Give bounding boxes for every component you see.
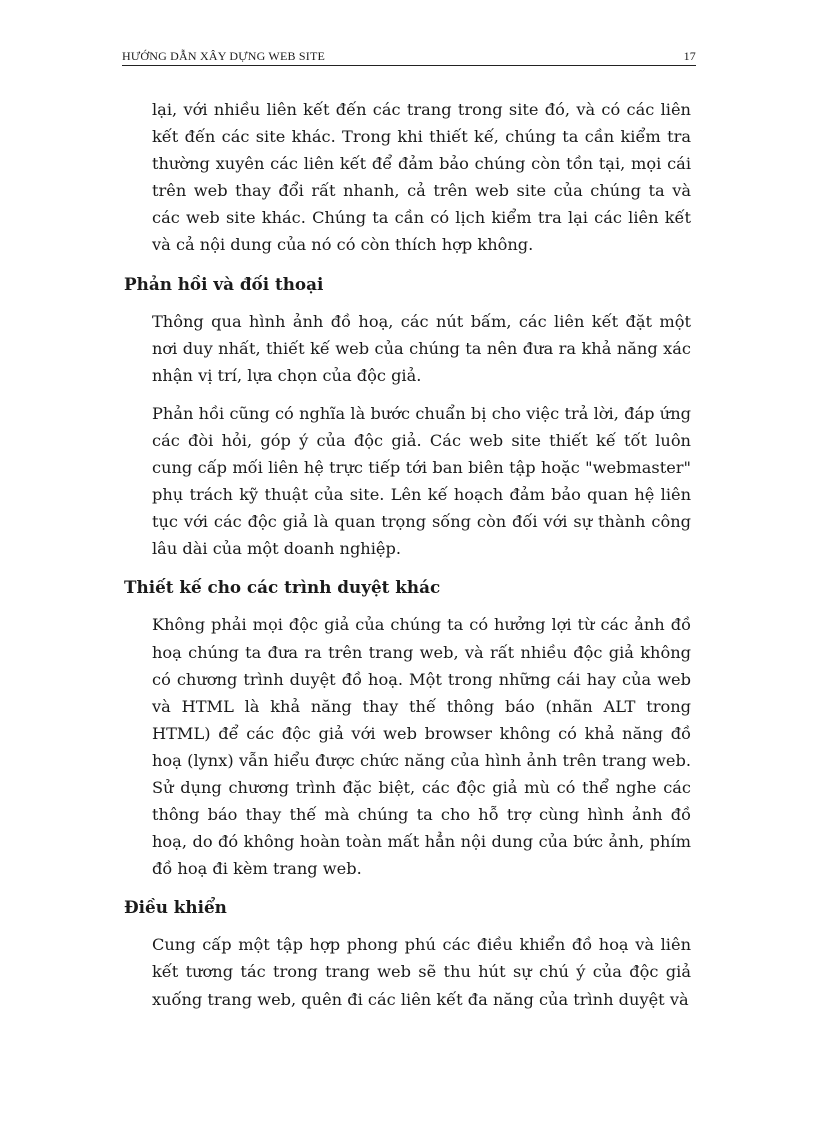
paragraph-controls: Cung cấp một tập hợp phong phú các điều khiển đồ hoạ và liên kết tương tác trong trang web sẽ thu hút sự chú ý của độc giả xuống trang web, quên đi các liên kết đa năng của trình duyệt và — [152, 935, 691, 1009]
running-header — [122, 47, 696, 66]
paragraph-feedback-2: Phản hồi cũng có nghĩa là bước chuẩn bị cho việc trả lời, đáp ứng các đòi hỏi, góp ý của độc giả. Các web site thiết kế tốt luôn cung cấp mối liên hệ trực tiếp tới ban biên tập hoặc "webmaster" phụ trách kỹ thuật của site. Lên kế hoạch đảm bảo quan hệ liên tục với các độc giả là quan trọng sống còn đối với sự thành công lâu dài của một doanh nghiệp. — [152, 403, 691, 559]
heading-controls: Điều khiển — [124, 897, 227, 918]
page-body — [0, 96, 816, 1024]
heading-feedback: Phản hồi và đối thoại — [124, 273, 324, 294]
paragraph-other-browsers: Không phải mọi độc giả của chúng ta có hưởng lợi từ các ảnh đồ hoạ chúng ta đưa ra trên trang web, và rất nhiều độc giả không có chương trình duyệt đồ hoạ. Một trong những cái hay của web và HTML là khả năng thay thế thông báo (nhãn ALT trong HTML) để các độc giả với web browser không có khả năng đồ hoạ (lynx) vẫn hiểu được chức năng của hình ảnh trên trang web. Sử dụng chương trình đặc biệt, các độc giả mù có thể nghe các thông báo thay thế mà chúng ta cho hỗ trợ cùng hình ảnh đồ hoạ, do đó không hoàn toàn mất hẳn nội dung của bức ảnh, phím đồ hoạ đi kèm trang web. — [152, 615, 691, 879]
running-title: HƯỚNG DẪN XÂY DỰNG WEB SITE — [122, 49, 326, 63]
paragraph-feedback-1: Thông qua hình ảnh đồ hoạ, các nút bấm, các liên kết đặt một nơi duy nhất, thiết kế web của chúng ta nên đưa ra khả năng xác nhận vị trí, lựa chọn của độc giả. — [152, 311, 691, 385]
heading-other-browsers: Thiết kế cho các trình duyệt khác — [124, 577, 441, 598]
paragraph-intro: lại, với nhiều liên kết đến các trang trong site đó, và có các liên kết đến các site khác. Trong khi thiết kế, chúng ta cần kiểm tra thường xuyên các liên kết để đảm bảo chúng còn tồn tại, mọi cái trên web thay đổi rất nhanh, cả trên web site của chúng ta và các web site khác. Chúng ta cần có lịch kiểm tra lại các liên kết và cả nội dung của nó có còn thích hợp không. — [152, 100, 691, 255]
page-number: 17 — [683, 49, 696, 63]
